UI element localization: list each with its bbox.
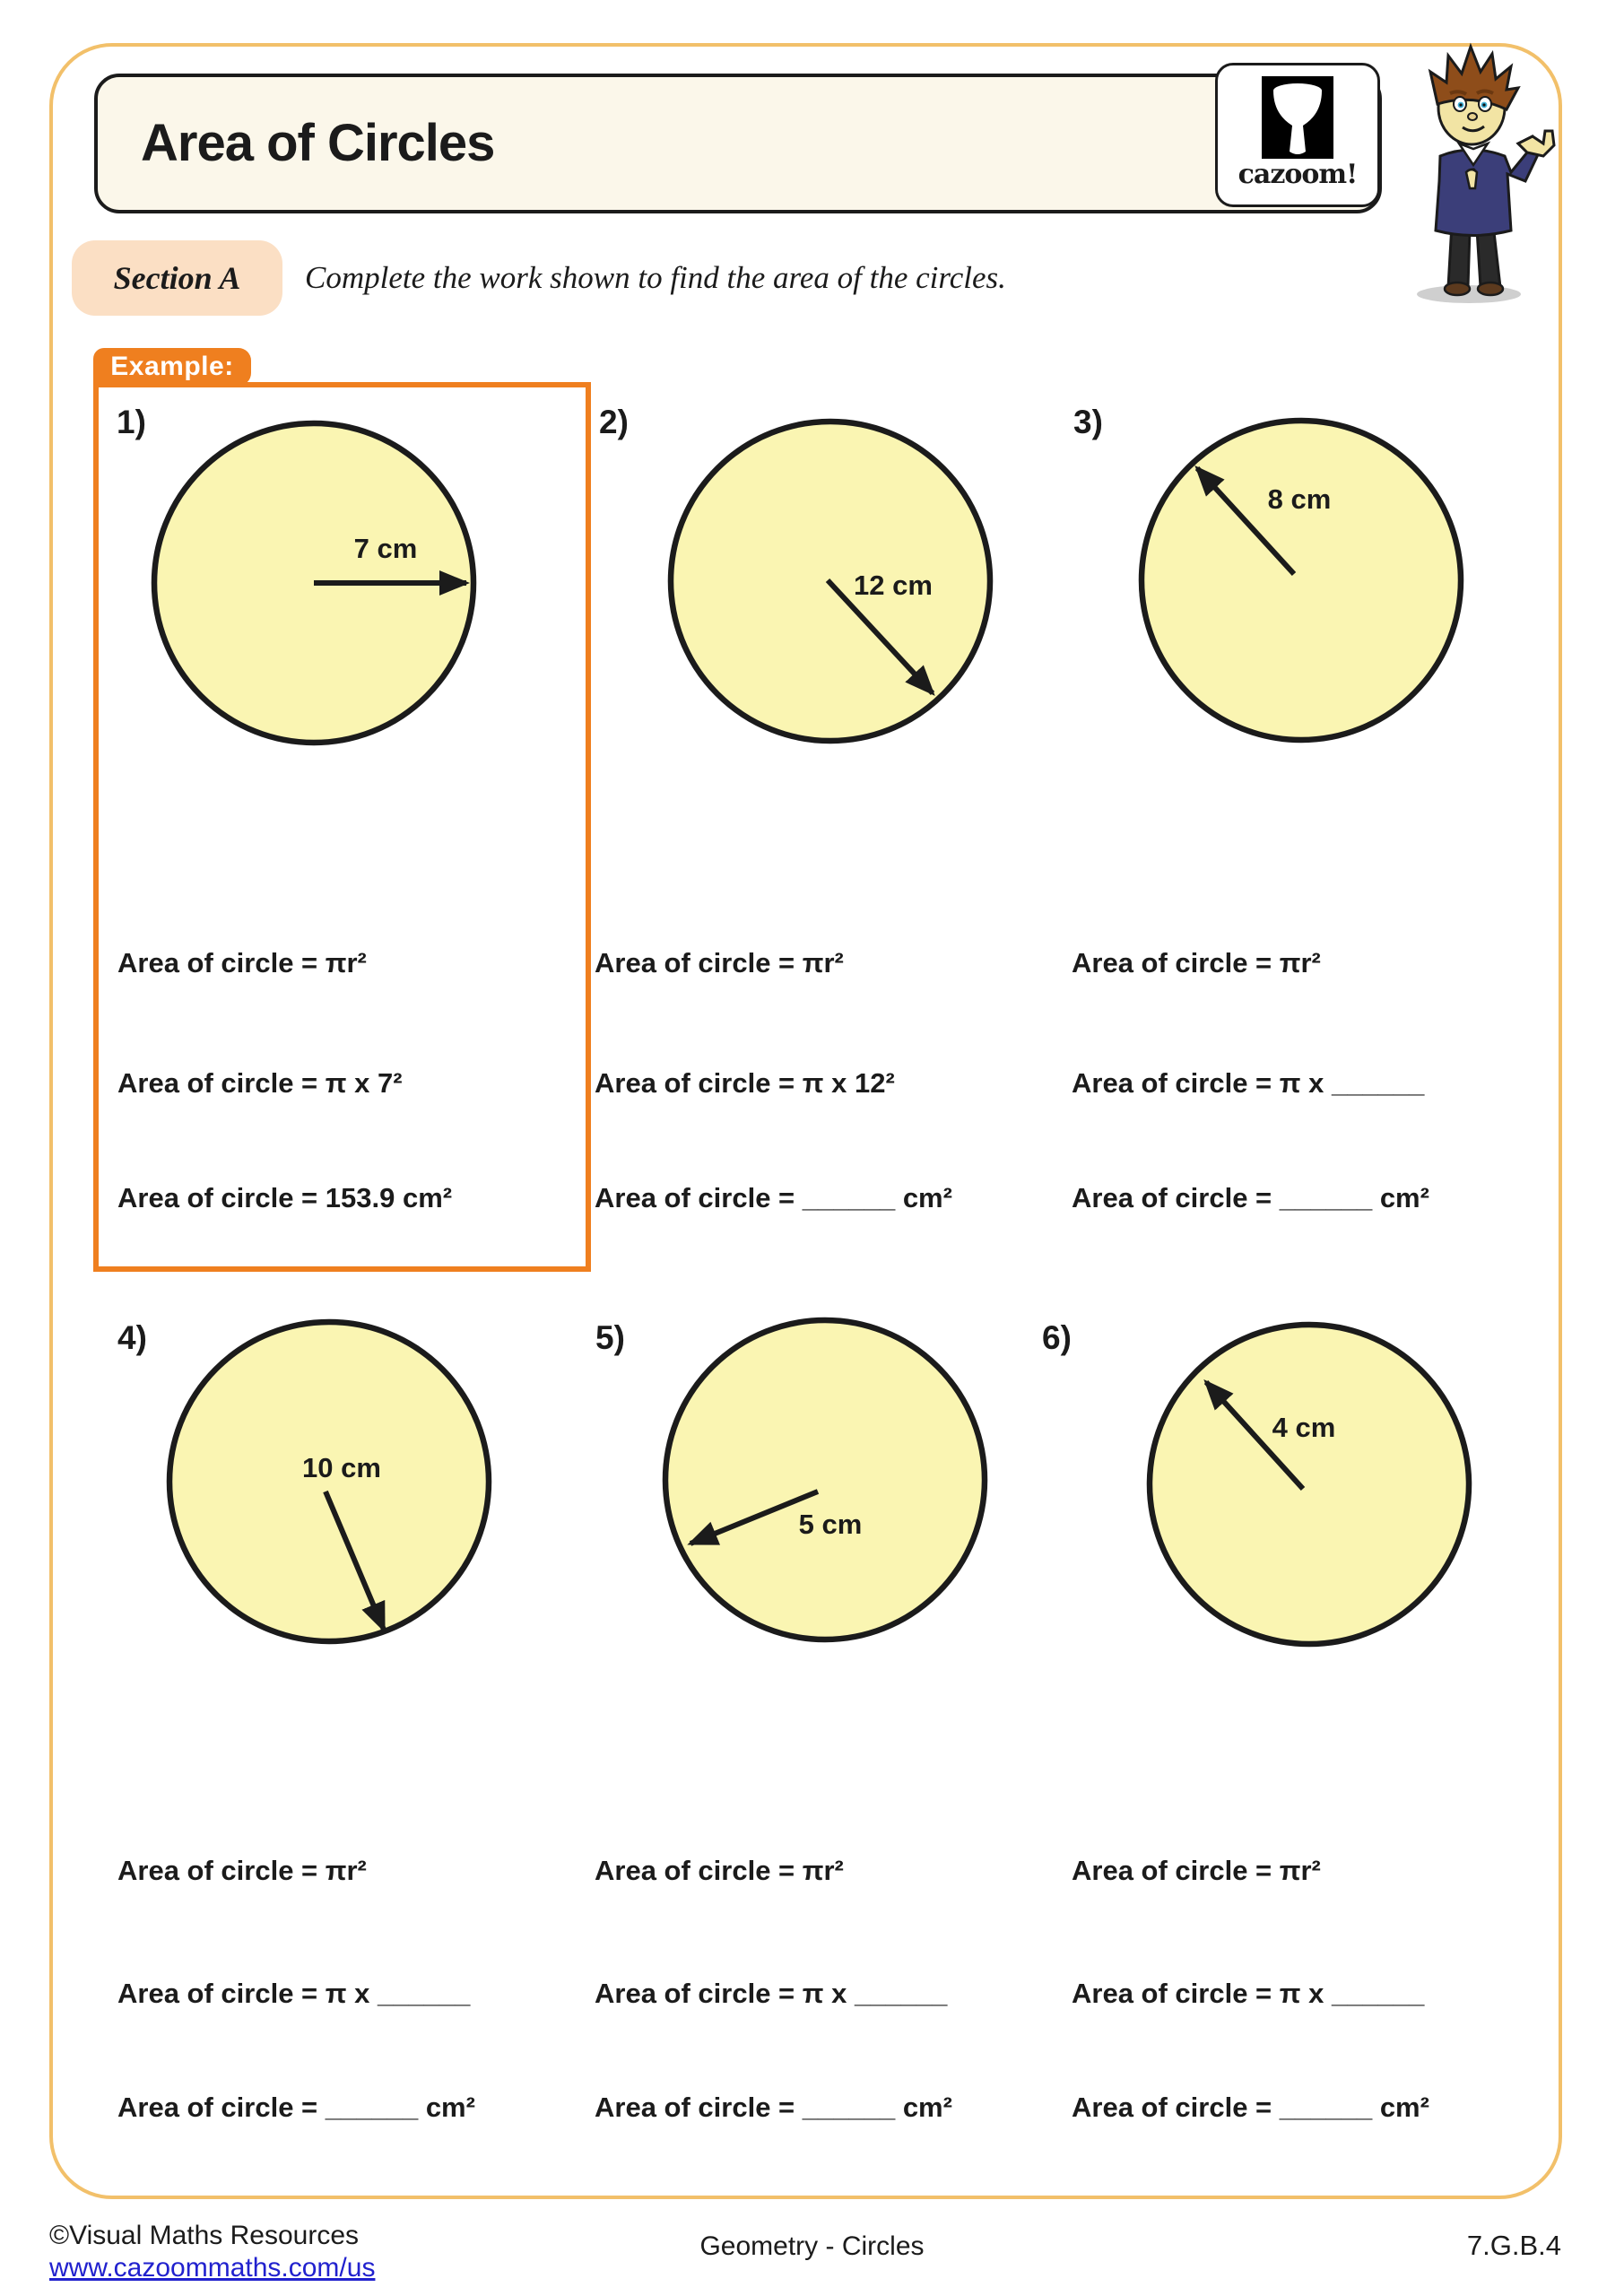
problem-2-radius-label: 12 cm bbox=[854, 570, 933, 601]
problem-5-radius-label: 5 cm bbox=[798, 1509, 863, 1540]
footer-website-link[interactable]: www.cazoommaths.com/us bbox=[49, 2253, 376, 2283]
problem-3-radius-label: 8 cm bbox=[1267, 483, 1332, 515]
problem-3-work-line-2: Area of circle = π x ______ bbox=[1072, 1067, 1425, 1099]
problem-3-circle-diagram bbox=[1104, 383, 1498, 778]
problem-1-radius-label: 7 cm bbox=[353, 533, 418, 564]
problem-3-work-line-1: Area of circle = πr² bbox=[1072, 947, 1321, 978]
problem-2-work-line-1: Area of circle = πr² bbox=[595, 947, 844, 978]
problem-1-work-line-2: Area of circle = π x 7² bbox=[117, 1067, 403, 1099]
section-a-instruction: Complete the work shown to find the area of the circles. bbox=[305, 260, 1006, 295]
problem-6-work-line-2: Area of circle = π x ______ bbox=[1072, 1978, 1425, 2009]
mascot-boy-illustration bbox=[1384, 38, 1563, 307]
problem-2-work-line-2: Area of circle = π x 12² bbox=[595, 1067, 895, 1099]
problem-5-work-line-1: Area of circle = πr² bbox=[595, 1855, 844, 1886]
cazoom-logo bbox=[1215, 63, 1380, 207]
problem-5-work-line-3: Area of circle = ______ cm² bbox=[595, 2092, 952, 2123]
problem-6-work-line-3: Area of circle = ______ cm² bbox=[1072, 2092, 1429, 2123]
footer-standard-code: 7.G.B.4 bbox=[1466, 2230, 1561, 2261]
problem-4-radius-label: 10 cm bbox=[302, 1452, 381, 1483]
problem-2-circle-diagram bbox=[633, 384, 1028, 778]
problem-5-number: 5) bbox=[595, 1319, 625, 1356]
problem-4-work-line-1: Area of circle = πr² bbox=[117, 1855, 367, 1886]
section-a-label: Section A bbox=[113, 260, 241, 296]
problem-6-radius-label: 4 cm bbox=[1272, 1412, 1336, 1443]
problem-2-number: 2) bbox=[599, 404, 629, 440]
problem-6-number: 6) bbox=[1042, 1319, 1072, 1356]
problem-5-work-line-2: Area of circle = π x ______ bbox=[595, 1978, 948, 2009]
problem-4-work-line-3: Area of circle = ______ cm² bbox=[117, 2092, 475, 2123]
problem-4-circle-diagram bbox=[132, 1284, 526, 1679]
problem-1-circle-diagram bbox=[117, 386, 511, 780]
header-title-box bbox=[94, 74, 1382, 213]
cazoom-drum-logo-icon bbox=[1262, 76, 1333, 159]
problem-3-number: 3) bbox=[1073, 404, 1103, 440]
problem-1-number: 1) bbox=[117, 404, 146, 440]
problem-6-circle-diagram bbox=[1112, 1287, 1507, 1682]
problem-5-circle-diagram bbox=[628, 1283, 1022, 1677]
problem-4-number: 4) bbox=[117, 1319, 147, 1356]
problem-1-work-line-1: Area of circle = πr² bbox=[117, 947, 367, 978]
problem-4-work-line-2: Area of circle = π x ______ bbox=[117, 1978, 471, 2009]
footer-copyright: ©Visual Maths Resources bbox=[49, 2221, 360, 2250]
problem-2-work-line-3: Area of circle = ______ cm² bbox=[595, 1182, 952, 1213]
problem-6-work-line-1: Area of circle = πr² bbox=[1072, 1855, 1321, 1886]
example-tab: Example: bbox=[93, 348, 251, 386]
cazoom-logo-text: cazoom! bbox=[1238, 159, 1358, 190]
page-title: Area of Circles bbox=[141, 114, 495, 172]
problem-1-work-line-3: Area of circle = 153.9 cm² bbox=[117, 1182, 453, 1213]
problem-3-work-line-3: Area of circle = ______ cm² bbox=[1072, 1182, 1429, 1213]
section-a-badge bbox=[72, 240, 282, 316]
footer-topic: Geometry - Circles bbox=[699, 2231, 925, 2261]
